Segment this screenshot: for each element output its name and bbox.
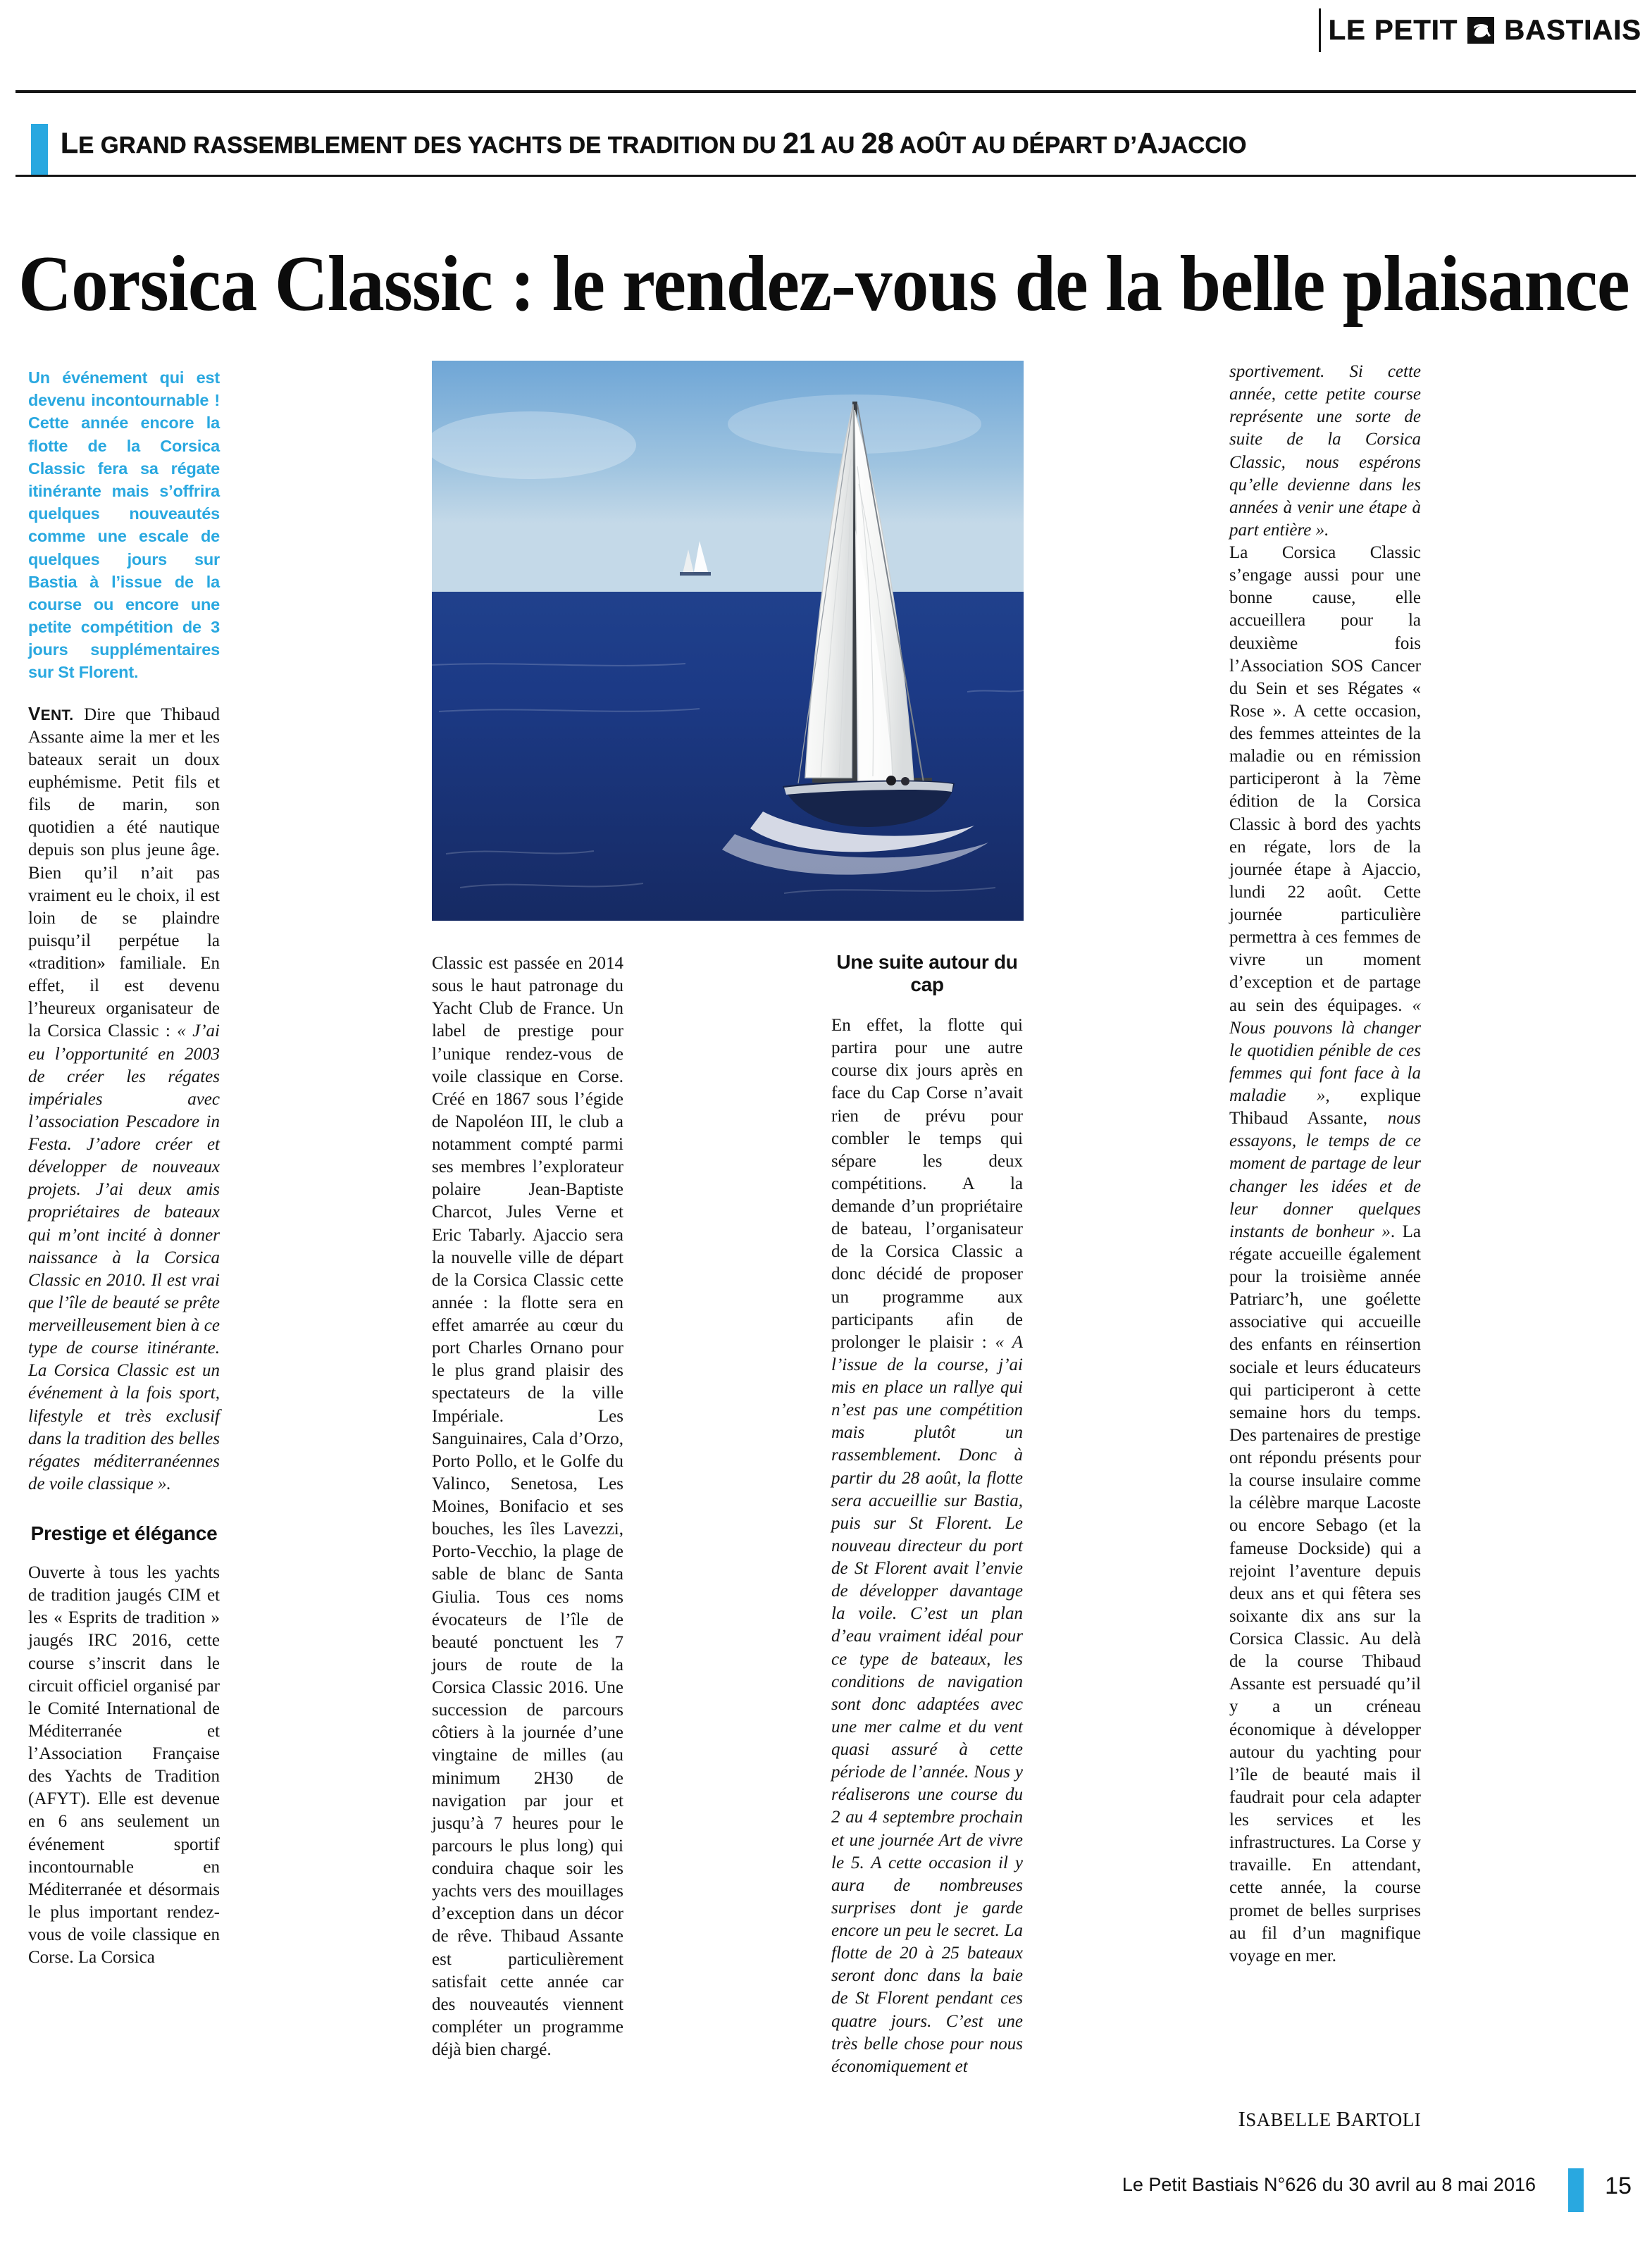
kicker-accent-bar: [31, 124, 48, 175]
column-3: [831, 952, 1023, 2078]
column3-p1-quote: « A l’issue de la course, j’ai mis en place un rallye qui n’est pas une compétition mais plutôt un rassemblement. Donc à partir du 28 août, la flotte sera accueillie sur Bastia, puis sur St Florent. Le nouveau directeur du port de St Florent avait l’envie de développer davantage la voile. C’est un plan d’eau vraiment idéal pour ce type de bateaux, les conditions de navigation sont donc adaptées avec une mer calme et du vent quasi assuré à cette période de l’année. Nous y réaliserons une course du 2 au 4 septembre prochain et une journée Art de vivre le 5. A cette occasion il y aura de nombreuses surprises dont je garde encore un peu le secret. La flotte de 20 à 25 bateaux seront donc dans la baie de St Florent pendant ces quatre jours. C’est une très belle chose pour nous économiquement et: [831, 1332, 1023, 2076]
article-photo: [432, 361, 1024, 921]
byline-first-rest: SABELLE: [1246, 2109, 1336, 2130]
column-4: [1229, 361, 1421, 1968]
column4-p2-quote-2: nous essayons, le temps de ce moment de partage de leur changer les idées et de leur donner quelques instants de bonheur »: [1229, 1109, 1421, 1241]
paragraph-lead-in: [28, 702, 74, 724]
column4-p2-attrib: , explique Thibaud Assante,: [1229, 1086, 1421, 1129]
column4-paragraph-2: [1229, 542, 1421, 1968]
masthead-divider: [1319, 8, 1321, 52]
subhead-prestige: Prestige et élégance: [30, 1522, 218, 1544]
kicker-seg-2: E GRAND RASSEMBLEMENT DES YACHTS DE TRADITION DU: [78, 132, 783, 158]
byline-last-rest: ARTOLI: [1350, 2109, 1421, 2130]
moors-head-icon: [1467, 17, 1494, 44]
column4-paragraph-1: [1229, 361, 1421, 542]
column4-p2-quote-1: « Nous pouvons là changer le quotidien pénible de ces femmes qui font face à la maladie »: [1229, 995, 1421, 1105]
kicker-city-initial: A: [1136, 127, 1158, 159]
column1-p1-roman: Dire que Thibaud Assante aime la mer et les bateaux serait un doux euphémisme. Petit fils et fils de marin, son quotidien a été nautique depuis son plus jeune âge. Bien qu’il n’ait pas vraiment eu le choix, il est loin de se plaindre puisqu’il perpétue la «tradition» familiale. En effet, il est devenu l’heureux organisateur de la Corsica Classic :: [28, 704, 220, 1041]
kicker-text: [61, 127, 1247, 160]
lead-in-rest: ENT.: [40, 707, 74, 723]
kicker-date-end: 28: [861, 127, 894, 159]
column4-p1-quote: sportivement. Si cette année, cette petite course représente une sorte de suite de la Corsica Classic, nous espérons qu’elle devienne dans les années à venir une étape à part entière ».: [1229, 362, 1421, 540]
page-number: 15: [1605, 2173, 1632, 2199]
byline-first-initial: I: [1238, 2106, 1246, 2131]
column1-paragraph-2: Ouverte à tous les yachts de tradition jaugés CIM et les « Esprits de tradition » jaugés IRC 2016, cette course s’inscrit dans le circuit officiel organisé par le Comité International de Méditerranée et l’Association Française des Yachts de Tradition (AFYT). Elle est devenue en 6 ans seulement un événement sportif incontournable en Méditerranée et désormais le plus important rendez-vous de voile classique en Corse. La Corsica: [28, 1563, 220, 1968]
page-title: Corsica Classic : le rendez-vous de la belle plaisance: [18, 240, 1629, 328]
column4-p2-roman: La Corsica Classic s’engage aussi pour une bonne cause, elle accueillera pour la deuxième fois l’Association SOS Cancer du Sein et ses Régates « Rose ». A cette occasion, des femmes atteintes de la maladie ou en rémission participeront à la 7ème édition de la Corsica Classic à bord des yachts en régate, lors de la journée étape à Ajaccio, lundi 22 août. Cette journée particulière permettra à ces femmes de vivre un moment d’exception et de partage au sein des équipages.: [1229, 543, 1421, 1015]
column3-p1-roman: En effet, la flotte qui partira pour une autre course dix jours après en face du Cap Corse n’avait rien de prévu pour combler le temps qui sépare les deux compétitions. A la demande d’un propriétaire de bateau, l’organisateur de la Corsica Classic a donc décidé de proposer un programme aux participants afin de prolonger le plaisir :: [831, 1016, 1023, 1352]
column1-p1-quote: « J’ai eu l’opportunité en 2003 de créer les régates impériales avec l’association Pescadore in Festa. J’adore créer et développer de nouveaux projets. J’ai deux amis propriétaires de bateaux qui m’ont incité à donner naissance à la Corsica Classic en 2010. Il est vrai que l’île de beauté se prête merveilleusement bien à ce type de course itinérante. La Corsica Classic est un événement à la fois sport, lifestyle et très exclusif dans la tradition des belles régates méditerranéennes de voile classique ».: [28, 1021, 220, 1493]
kicker-rule: [15, 175, 1636, 177]
kicker-seg-1: L: [61, 127, 79, 159]
byline: [1229, 2106, 1421, 2132]
footer-accent-bar: [1568, 2168, 1584, 2212]
kicker-date-start: 21: [783, 127, 816, 159]
masthead-word-left: LE PETIT: [1328, 14, 1458, 46]
column2-paragraph-1: Classic est passée en 2014 sous le haut patronage du Yacht Club de France. Un label de prestige pour l’unique rendez-vous de voile classique en Corse. Créé en 1867 sous l’égide de Napoléon III, le club a notamment compté parmi ses membres l’explorateur polaire Jean-Baptiste Charcot, Jules Verne et Eric Tabarly. Ajaccio sera la nouvelle ville de départ de la Corsica Classic cette année : la flotte sera en effet amarrée au cœur du port Charles Ornano pour le plus grand plaisir des spectateurs de la ville Impériale. Les Sanguinaires, Cala d’Orzo, Porto Pollo, et le Golfe du Valinco, Senetosa, Les Moines, Bonifacio et ses bouches, les îles Lavezzi, Porto-Vecchio, la plage de sable de blanc de Santa Giulia. Tous ces noms évocateurs de l’île de beauté ponctuent les 7 jours de route de la Corsica Classic 2016. Une succession de parcours côtiers à la journée d’une vingtaine de milles (au minimum 2H30 de navigation par jour et jusqu’à 7 heures pour le parcours le plus long) qui conduira chaque soir les yachts vers des mouillages d’exception dans un décor de rêve. Thibaud Assante est particulièrement satisfait cette année car des nouveautés viennent compléter un programme déjà bien chargé.: [432, 954, 623, 2059]
footer-issue-line: Le Petit Bastiais N°626 du 30 avril au 8 mai 2016: [1122, 2174, 1536, 2195]
column1-paragraph-1: [28, 702, 220, 1496]
column3-paragraph-1: [831, 1014, 1023, 2078]
kicker-city-rest: JACCIO: [1157, 132, 1247, 158]
lead-in-initial: V: [28, 702, 41, 724]
masthead-word-right: BASTIAIS: [1504, 14, 1641, 46]
column-2: [432, 952, 623, 2061]
footer: [986, 2174, 1648, 2209]
kicker-seg-3: AU: [815, 132, 862, 158]
subhead-suite-cap: Une suite autour du cap: [836, 951, 1018, 995]
byline-last-initial: B: [1336, 2106, 1351, 2131]
kicker-seg-4: AOÛT AU DÉPART D’: [893, 132, 1137, 158]
column-1: [28, 366, 220, 1969]
column4-p3-roman: . La régate accueille également pour la troisième année Patriarc’h, une goélette associative qui accueille des enfants en réinsertion sociale et leurs éducateurs qui participeront à cette semaine hors du temps. Des partenaires de prestige ont répondu présents pour la course insulaire comme la célèbre marque Lacoste ou encore Sebago (et la fameuse Dockside) qui a rejoint l’aventure depuis deux ans et qui fêtera ses soixante dix ans sur la Corsica Classic. Au delà de la course Thibaud Assante est persuadé qu’il y a un créneau économique à développer autour du yachting pour l’île de beauté mais il faudrait pour cela adapter les services et les infrastructures. La Corse y travaille. En attendant, cette année, la course promet de belles surprises au fil d’un magnifique voyage en mer.: [1229, 1222, 1421, 1965]
kicker: [15, 124, 1636, 168]
masthead: [1219, 7, 1641, 54]
top-rule: [15, 90, 1636, 93]
article-chapeau: Un événement qui est devenu incontournable ! Cette année encore la flotte de la Corsica Classic fera sa régate itinérante mais s’offrira quelques nouveautés comme une escale de quelques jours sur Bastia à l’issue de la course ou encore une petite compétition de 3 jours supplémentaires sur St Florent.: [28, 368, 220, 682]
